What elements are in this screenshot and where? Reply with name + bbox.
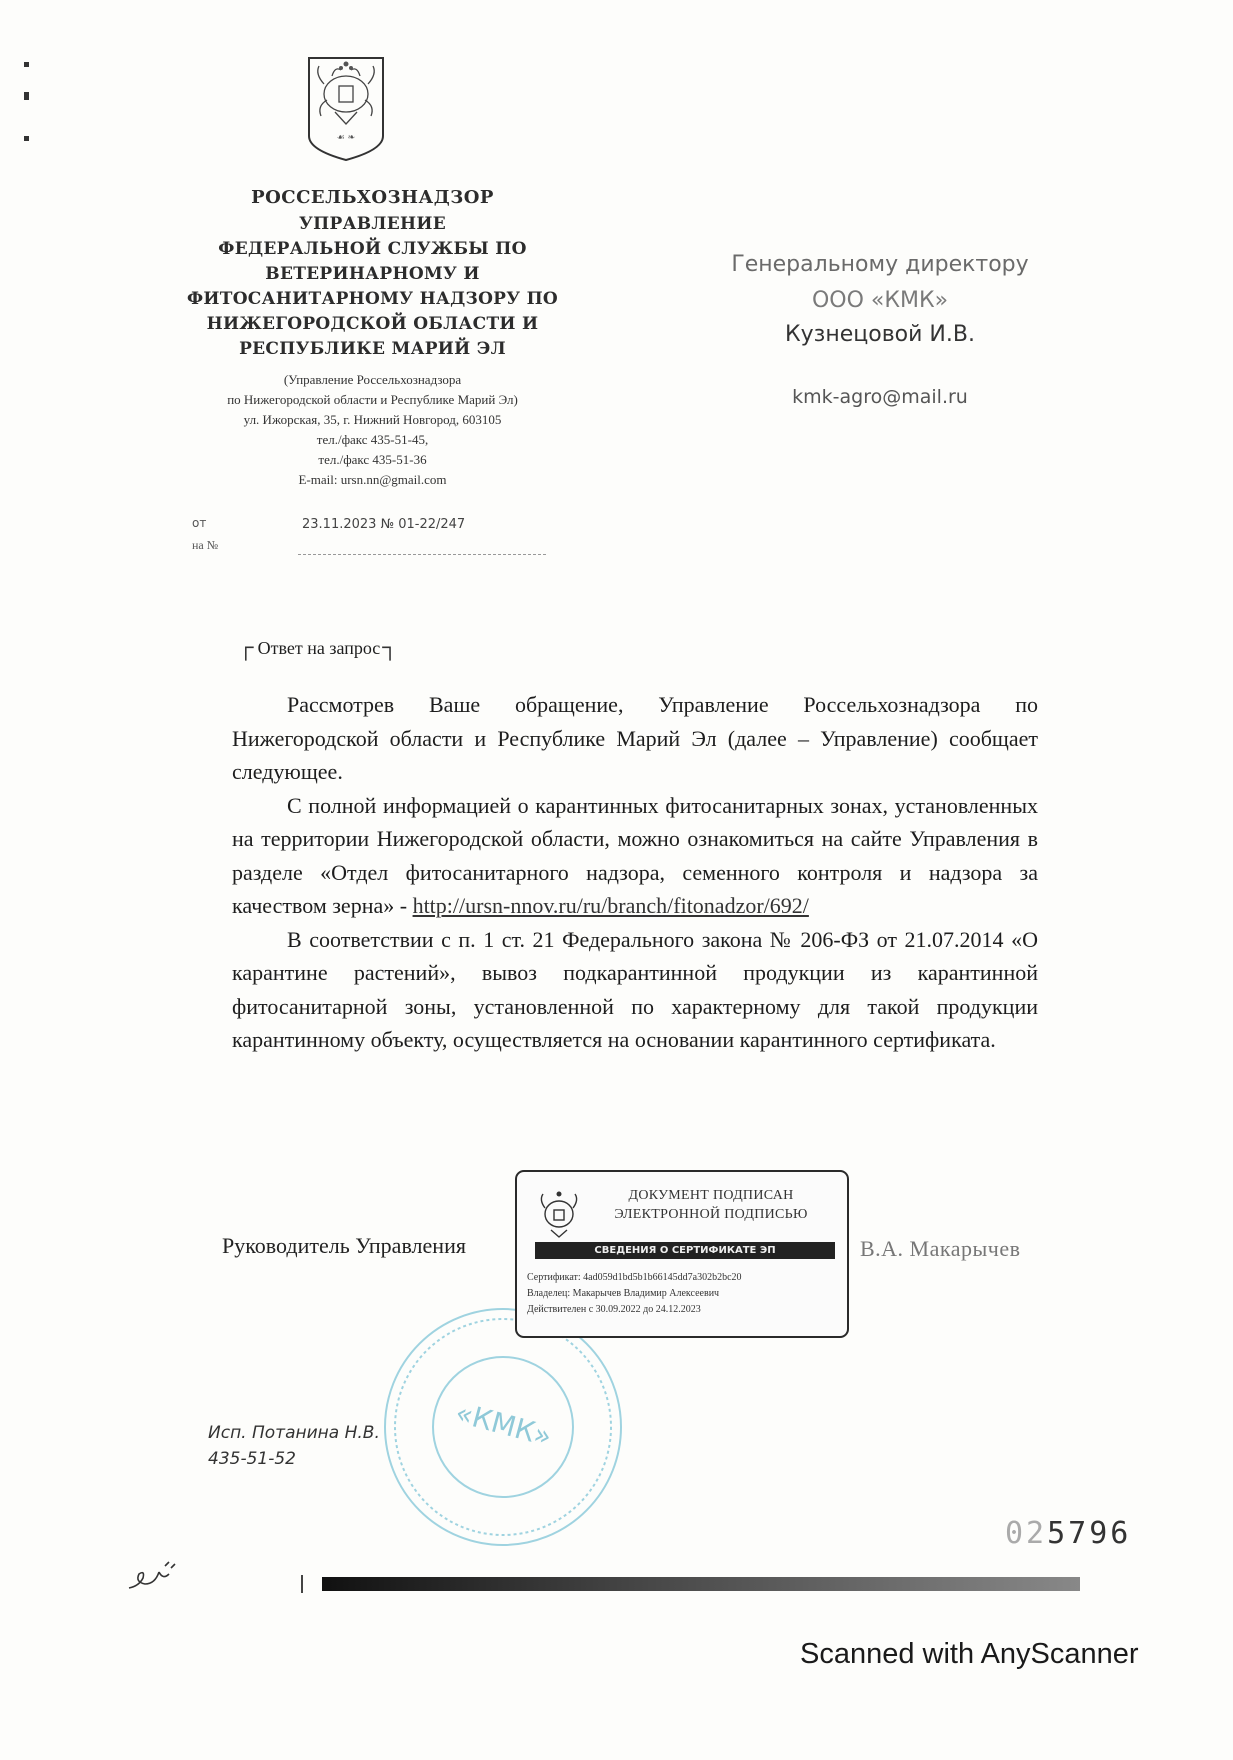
addressee-name: Кузнецовой И.В. bbox=[785, 322, 975, 347]
agency-line: ВЕТЕРИНАРНОМУ И bbox=[265, 264, 480, 284]
agency-abbrev-cont: по Нижегородской области и Республике Марий Эл) bbox=[227, 392, 518, 407]
agency-line: УПРАВЛЕНИЕ bbox=[299, 214, 446, 234]
body-paragraph: В соответствии с п. 1 ст. 21 Федерального закона № 206-ФЗ от 21.07.2014 «О карантине растений», вывоз подкарантинной продукции из карантинной фитосанитарной зоны, установленной по характерному для такой продукции карантинному объекту, осуществляется на основании карантинного сертификата. bbox=[232, 926, 1038, 1052]
agency-phone-1: тел./факс 435-51-45, bbox=[316, 432, 429, 447]
signer-position: Руководитель Управления bbox=[222, 1233, 466, 1258]
addressee-email: kmk-agro@mail.ru bbox=[792, 386, 968, 408]
addressee-position: Генеральному директору bbox=[731, 252, 1029, 277]
coat-of-arms-emblem bbox=[305, 54, 387, 164]
agency-line: РЕСПУБЛИКЕ МАРИЙ ЭЛ bbox=[239, 339, 506, 359]
agency-line: ФИТОСАНИТАРНОМУ НАДЗОРУ ПО bbox=[186, 289, 559, 309]
reply-number-line bbox=[298, 554, 546, 555]
letter-subject: ┌ Ответ на запрос ┐ bbox=[238, 634, 398, 660]
body-paragraph-text: С полной информацией о карантинных фитосанитарных зонах, установленных на территории Нижегородской области, можно ознакомиться на сайте Управления в разделе «Отдел фитосанитарного надзора, семенного контроля и надзора за качеством зерна» - bbox=[232, 792, 1038, 918]
handwritten-initials-icon bbox=[125, 1558, 185, 1592]
executor-phone: 435-51-52 bbox=[208, 1449, 296, 1469]
addressee-company: ООО «КМК» bbox=[811, 288, 949, 313]
electronic-signature-stamp bbox=[515, 1170, 849, 1338]
in-reply-to-label: на № bbox=[192, 538, 219, 552]
svg-text:☙ ❧: ☙ ❧ bbox=[336, 133, 356, 143]
agency-address: ул. Ижорская, 35, г. Нижний Новгород, 603105 bbox=[243, 412, 502, 427]
agency-contacts bbox=[170, 370, 575, 490]
signer-name: В.А. Макарычев bbox=[860, 1236, 1021, 1261]
body-paragraph bbox=[232, 789, 1038, 923]
stamp-certificate-id: Сертификат: 4ad059d1bd5b1b66145dd7a302b2bc20 bbox=[527, 1272, 742, 1283]
margin-mark bbox=[24, 92, 29, 100]
company-round-seal bbox=[378, 1302, 628, 1552]
margin-mark bbox=[24, 62, 29, 67]
scanner-watermark: Scanned with AnyScanner bbox=[800, 1638, 1139, 1670]
agency-abbrev: (Управление Россельхознадзора bbox=[283, 372, 462, 387]
stamp-title-1: ДОКУМЕНТ ПОДПИСАН bbox=[628, 1188, 794, 1203]
body-paragraph: Рассмотрев Ваше обращение, Управление Россельхознадзора по Нижегородской области и Республике Марий Эл (далее – Управление) сообщает следующее. bbox=[232, 692, 1038, 784]
agency-email: E-mail: ursn.nn@gmail.com bbox=[298, 472, 447, 487]
scan-edge-bar bbox=[322, 1577, 1080, 1591]
executor-name: Исп. Потанина Н.В. bbox=[208, 1423, 380, 1443]
margin-mark bbox=[24, 136, 29, 141]
scan-edge-mark bbox=[301, 1575, 303, 1593]
stamp-validity: Действителен с 30.09.2022 до 24.12.2023 bbox=[527, 1304, 701, 1315]
agency-line: ФЕДЕРАЛЬНОЙ СЛУЖБЫ ПО bbox=[218, 239, 527, 259]
from-label: от bbox=[192, 516, 207, 530]
stamp-title-2: ЭЛЕКТРОННОЙ ПОДПИСЬЮ bbox=[614, 1207, 808, 1222]
agency-line: НИЖЕГОРОДСКОЙ ОБЛАСТИ И bbox=[206, 314, 539, 334]
eagle-icon bbox=[537, 1188, 581, 1240]
stamp-certificate-bar: СВЕДЕНИЯ О СЕРТИФИКАТЕ ЭП bbox=[535, 1242, 835, 1259]
seal-text: «КМК» bbox=[451, 1395, 556, 1454]
letter-body bbox=[232, 688, 1038, 1057]
outgoing-date-number: 23.11.2023 № 01-22/247 bbox=[302, 517, 466, 532]
incoming-number-digits: 5796 bbox=[1047, 1516, 1132, 1551]
agency-full-name bbox=[170, 212, 575, 362]
agency-short-name: РОССЕЛЬХОЗНАДЗОР bbox=[251, 187, 494, 208]
agency-phone-2: тел./факс 435-51-36 bbox=[318, 452, 427, 467]
incoming-number bbox=[1005, 1516, 1131, 1551]
executor-block bbox=[208, 1420, 380, 1472]
stamp-owner: Владелец: Макарычев Владимир Алексеевич bbox=[527, 1288, 720, 1299]
branch-link[interactable]: http://ursn-nnov.ru/ru/branch/fitonadzor/692/ bbox=[412, 893, 809, 918]
incoming-number-faint: 02 bbox=[1005, 1516, 1048, 1551]
